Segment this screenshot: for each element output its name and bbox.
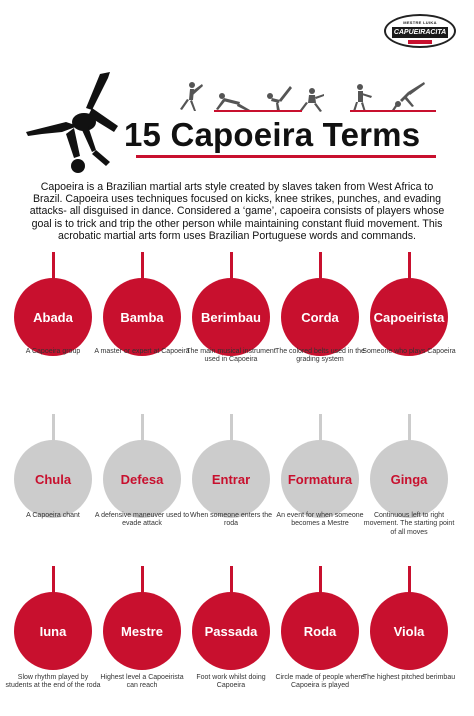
logo-top-text: MESTRE LUIKA [403,20,437,25]
term-word: Chula [14,440,92,518]
term-card [362,252,456,388]
term-card [278,414,362,552]
spin-kick-figure-icon [262,82,292,112]
term-card [275,252,365,388]
term-word: Iuna [14,592,92,670]
title-underline [136,155,436,158]
term-word: Entrar [192,440,270,518]
term-word: Abada [14,278,92,356]
intro-paragraph: Capoeira is a Brazilian martial arts style created by slaves taken from West Africa to Brazil. Capoeira uses techniques focused on kicks, knee strikes, punches, and evading attacks- all disguised in dance. Considered a ‘game’, capoeira consists of players whose goal is to trick and trip the other person while maintaining constant fluid movement. This acrobatic martial arts form uses Brazilian Portuguese words and commands. [29,181,445,242]
term-description: The colored belts used in the grading system [275,348,365,364]
term-card [100,566,184,714]
term-word: Corda [281,278,359,356]
term-word: Bamba [103,278,181,356]
term-card [11,414,95,552]
term-card [363,414,455,552]
term-description: When someone enters the roda [189,512,273,528]
term-description: A master or expert at Capoeira [94,348,190,355]
term-description: An event for when someone becomes a Mestre [276,512,364,528]
term-card [189,566,273,714]
kick-figure-icon [170,80,204,112]
term-card [186,252,276,388]
term-card [189,414,273,552]
term-description: Continuous left to right movement. The starting point of all moves [363,512,455,536]
cartwheel-figure-icon [384,80,428,112]
term-word: Formatura [281,440,359,518]
crouch-figure-icon [298,86,326,112]
term-word: Defesa [103,440,181,518]
term-description: A Capoeira chant [26,512,80,519]
term-word: Mestre [103,592,181,670]
term-description: The highest pitched berimbau [362,674,456,681]
term-word: Berimbau [192,278,270,356]
title-accent-line-right [350,110,436,112]
term-word: Roda [281,592,359,670]
term-word: Capoeirista [370,278,448,356]
term-description: A defensive maneuver used to evade attack [94,512,190,528]
brand-logo [384,14,456,48]
title-accent-line-left [214,110,302,112]
logo-accent [408,40,432,44]
term-description: Foot work whilst doing Capoeira [196,674,266,690]
term-description: Highest level a Capoeirista can reach [100,674,184,690]
term-word: Viola [370,592,448,670]
term-description: The main musical instrument used in Capoeira [186,348,276,364]
term-card [275,566,365,714]
term-card [11,252,95,388]
low-dodge-figure-icon [212,88,252,112]
term-description: Someone who plays Capoeira [362,348,456,355]
term-description: A Capoeira group [25,348,81,355]
standing-figure-icon [348,82,374,112]
term-word: Passada [192,592,270,670]
term-card [94,414,190,552]
term-description: Slow rhythm played by students at the end of the roda [5,674,101,690]
term-card [5,566,101,714]
page-title: 15 Capoeira Terms [124,116,421,153]
term-card [362,566,456,714]
term-description: Circle made of people where Capoeira is played [275,674,365,690]
logo-band-text: CAPUEIRACITA [393,29,447,36]
term-card [94,252,190,388]
term-word: Ginga [370,440,448,518]
